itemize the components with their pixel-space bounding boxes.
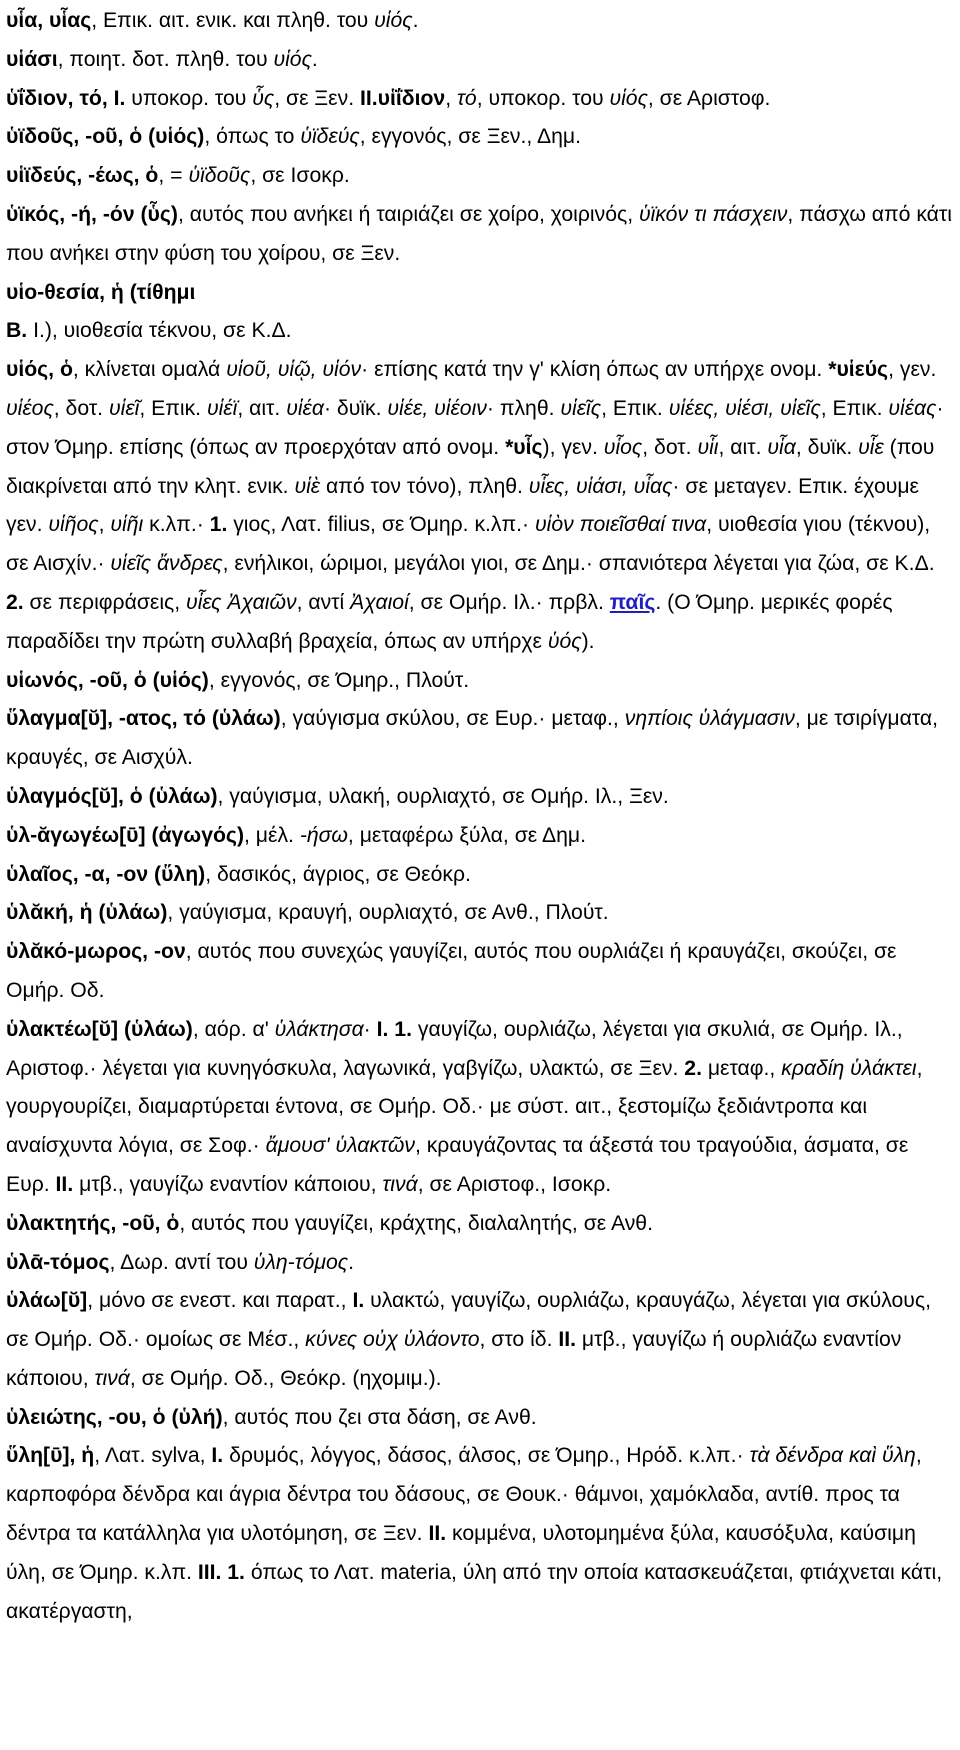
entry-bold-text: II.υἱΐδιον: [359, 86, 446, 110]
dictionary-entry: [6, 1282, 952, 1398]
entry-text: , =: [158, 164, 189, 188]
entry-text: , Επικ.: [139, 396, 207, 420]
entry-text: , σε Αριστοφ., Ισοκρ.: [417, 1172, 612, 1196]
entry-bold-text: I.: [211, 1444, 224, 1468]
dictionary-entry: [6, 1437, 952, 1631]
entry-text: , αιτ.: [718, 435, 768, 459]
entry-text: , με τσιρίγματα, κραυγές, σε Αισχύλ.: [6, 707, 944, 770]
entry-italic-text: νηπίοις ὑλάγμασιν: [624, 707, 795, 731]
entry-bold-text: υἱϊδεύς, -έως, ὁ: [6, 164, 159, 188]
entry-bold-text: 2.: [684, 1056, 702, 1080]
entry-text: , μεταφέρω ξύλα, σε Δημ.: [347, 823, 586, 847]
entry-bold-text: ὑλάω[ῠ]: [6, 1289, 88, 1313]
entry-text: γαυγίζω, ουρλιάζω, λέγεται για σκυλιά, σε Ομήρ. Ιλ., Αριστοφ.· λέγεται για κυνηγόσκυλα, λαγωνικά, γαβγίζω, υλακτώ, σε Ξεν.: [6, 1017, 908, 1080]
entry-italic-text: υἱεῖς ἄνδρες: [110, 552, 223, 576]
entry-text: , δοτ.: [53, 396, 109, 420]
entry-bold-text: ὑλᾰκή, ἡ (ὑλάω): [6, 901, 168, 925]
dictionary-entry: [6, 2, 952, 41]
entry-text: , κραυγάζοντας τα άξεστά του τραγούδια, άσματα, σε Ευρ.: [6, 1134, 915, 1196]
entry-italic-text: υἱέϊ: [206, 396, 238, 420]
entry-text: όπως το Λατ. materia, ύλη από την οποία κατασκευάζεται, φτιάχνεται κάτι, ακατέργαστη,: [6, 1560, 948, 1623]
entry-italic-text: υἷες, υἱάσι, υἷας: [528, 474, 673, 498]
entry-italic-text: ὑός: [547, 629, 582, 653]
entry-bold-text: B.: [6, 319, 28, 343]
entry-text: · επίσης κατά την γ' κλίση όπως αν υπήρχε ονομ.: [361, 358, 829, 382]
entry-text: , σε Ξεν.: [274, 86, 360, 110]
entry-text: , υποκορ. του: [476, 86, 610, 110]
entry-bold-text: ὑλᾰκό-μωρος, -ον: [6, 940, 186, 964]
entry-italic-text: ὑϊδεύς: [300, 125, 360, 149]
entry-bold-text: ὑλαῖος, -α, -ον (ὕλη): [6, 862, 206, 886]
entry-text: , σε Αριστοφ.: [647, 86, 771, 110]
entry-text: , καρποφόρα δένδρα και άγρια δέντρα του δάσους, σε Θουκ.· θάμνοι, χαμόκλαδα, αντίθ. προς τα δέντρα τα κατάλληλα για υλοτόμηση, σε Ξεν.: [6, 1444, 928, 1546]
dictionary-entry: [6, 80, 952, 119]
entry-text: μτβ., γαυγίζω ή ουρλιάζω εναντίον κάποιου,: [6, 1328, 908, 1390]
entry-bold-text: *υἷς: [505, 435, 543, 459]
dictionary-entry: [6, 778, 952, 817]
entry-italic-text: υἱοῦ, υἱῷ, υἱόν: [226, 358, 362, 382]
entry-bold-text: I.: [352, 1289, 365, 1313]
entry-text: σε περιφράσεις,: [23, 590, 187, 614]
entry-italic-text: υἷα: [767, 435, 796, 459]
entry-italic-text: υἱέας: [888, 396, 937, 420]
entry-text: · στον Όμηρ. επίσης (όπως αν προερχόταν από ονομ.: [6, 396, 950, 459]
entry-italic-text: υἱέος: [6, 396, 54, 420]
entry-text: , ενήλικοι, ώριμοι, μεγάλοι γιοι, σε Δημ.· σπανιότερα λέγεται για ζώα, σε Κ.Δ.: [222, 552, 941, 576]
entry-bold-text: III. 1.: [197, 1560, 245, 1584]
dictionary-entry: [6, 312, 952, 351]
entry-bold-text: ὕλη[ῡ], ἡ: [6, 1444, 95, 1468]
dictionary-entry: [6, 157, 952, 196]
entry-bold-text: ὑλαγμός[ῠ], ὁ (ὑλάω): [6, 784, 218, 808]
entry-italic-text: υἷε: [858, 435, 884, 459]
entry-text: I.), υιοθεσία τέκνου, σε Κ.Δ.: [27, 319, 292, 343]
entry-bold-text: υἱωνός, -οῦ, ὁ (υἱός): [6, 668, 209, 692]
entry-text: , δασικός, άγριος, σε Θεόκρ.: [205, 862, 471, 886]
entry-italic-text: ὑϊκόν τι πάσχειν: [638, 202, 788, 226]
entry-text: , αιτ.: [237, 396, 287, 420]
entry-bold-text: II.: [558, 1328, 577, 1352]
entry-text: , Δωρ. αντί του: [109, 1250, 254, 1274]
entry-text: υποκορ. του: [125, 86, 253, 110]
entry-italic-text: υἱεῖς: [560, 396, 602, 420]
entry-text: , πάσχω από κάτι που ανήκει στην φύση του χοίρου, σε Ξεν.: [6, 202, 958, 265]
entry-text: , δυϊκ.: [795, 435, 859, 459]
entry-text: , υιοθεσία γιου (τέκνου), σε Αισχίν.·: [6, 513, 937, 576]
entry-text: ·: [363, 1017, 377, 1041]
dictionary-entry: [6, 351, 952, 661]
entry-italic-text: τινά: [94, 1366, 130, 1390]
entry-italic-text: υἱός: [374, 9, 413, 32]
entry-text: , αόρ. α': [192, 1017, 275, 1041]
entry-bold-text: υἱός, ὁ: [6, 358, 73, 382]
entry-bold-text: II.: [428, 1522, 447, 1546]
entry-bold-text: 2.: [6, 590, 24, 614]
dictionary-entry: [6, 196, 958, 274]
entry-text: , μόνο σε ενεστ. και παρατ.,: [87, 1289, 353, 1313]
entry-italic-text: τό: [457, 86, 477, 110]
entry-italic-text: υἱεῖ: [108, 396, 140, 420]
entry-bold-text: ὑΐδιον, τό, I.: [6, 86, 126, 110]
dictionary-entry: [6, 118, 952, 157]
dictionary-entry: [6, 856, 952, 895]
entry-italic-text: ὑλάκτησα: [274, 1017, 364, 1041]
entry-text: , αυτός που ζει στα δάση, σε Ανθ.: [222, 1405, 537, 1429]
entry-text: , Λατ. sylva,: [94, 1444, 212, 1468]
entry-italic-text: κύνες οὐχ ὑλάοντο: [305, 1328, 480, 1352]
entry-italic-text: υἷι: [697, 435, 719, 459]
entry-text: ,: [98, 513, 111, 537]
entry-bold-text: ὑλειώτης, -ου, ὁ (ὑλή): [6, 1405, 223, 1429]
entry-text: .: [311, 47, 318, 71]
entry-text: γιος, Λατ. filius, σε Όμηρ. κ.λπ.·: [227, 513, 535, 537]
entry-italic-text: ὑλη-τόμος: [253, 1250, 349, 1274]
entry-text: μτβ., γαυγίζω εναντίον κάποιου,: [73, 1172, 383, 1196]
entry-text: , εγγονός, σε Όμηρ., Πλούτ.: [208, 668, 470, 692]
entry-bold-text: υἷα, υἷας: [6, 9, 92, 32]
entry-text: .: [412, 9, 419, 32]
entry-italic-text: υἱῆος: [48, 513, 99, 537]
entry-text: , γαύγισμα, κραυγή, ουρλιαχτό, σε Ανθ., Πλούτ.: [167, 901, 609, 925]
entry-bold-text: ὑϊκός, -ή, -όν (ὗς): [6, 202, 178, 226]
entry-list: [6, 2, 958, 1631]
entry-text: , αυτός που γαυγίζει, κράχτης, διαλαλητής, σε Ανθ.: [179, 1211, 653, 1235]
entry-italic-text: ὗς: [252, 86, 275, 110]
entry-text: , κλίνεται ομαλά: [72, 358, 227, 382]
entry-text: ).: [581, 629, 595, 653]
entry-text: μεταφ.,: [701, 1056, 782, 1080]
entry-text: · δυϊκ.: [323, 396, 388, 420]
dictionary-entry: [6, 41, 952, 80]
entry-bold-text: I. 1.: [376, 1017, 412, 1041]
entry-bold-text: ὑλακτέω[ῠ] (ὑλάω): [6, 1017, 193, 1041]
entry-bold-text: ὑλακτητής, -οῦ, ὁ: [6, 1211, 180, 1235]
dictionary-entry: [6, 274, 952, 313]
entry-text: , ποιητ. δοτ. πληθ. του: [57, 47, 274, 71]
entry-italic-text: υἱὲ: [294, 474, 321, 498]
entry-bold-text: ὑϊδοῦς, -οῦ, ὁ (υἱός): [6, 125, 205, 149]
entry-italic-text: τινά: [382, 1172, 418, 1196]
entry-text: , σε Ισοκρ.: [250, 164, 350, 188]
entry-bold-text: *υἱεύς: [828, 358, 889, 382]
entry-italic-text: κραδίη ὑλάκτει: [781, 1056, 917, 1080]
entry-text: , μέλ.: [244, 823, 300, 847]
entry-bold-text: ὑλᾱ-τόμος: [6, 1250, 110, 1274]
dictionary-entry: [6, 933, 952, 1011]
dictionary-entry: [6, 1399, 952, 1438]
entry-italic-text: τὰ δένδρα καὶ ὕλη: [749, 1444, 916, 1468]
entry-italic-text: υἱέα: [286, 396, 324, 420]
dictionary-entry: [6, 817, 952, 856]
entry-italic-text: υἱός: [609, 86, 648, 110]
entry-bold-text: ὕλαγμα[ῠ], -ατος, τό (ὑλάω): [6, 707, 281, 731]
entry-text: υλακτώ, γαυγίζω, ουρλιάζω, κραυγάζω, λέγεται για σκύλους, σε Ομήρ. Οδ.· ομοίως σε Μέσ.,: [6, 1289, 937, 1352]
entry-bold-text: 1.: [209, 513, 228, 537]
entry-text: , σε Ομήρ. Ιλ.· πρβλ.: [408, 590, 610, 614]
entry-text: , Επικ.: [601, 396, 669, 420]
entry-italic-text: υἱέες, υἱέσι, υἱεῖς: [668, 396, 821, 420]
entry-text: , Επικ.: [820, 396, 889, 420]
dictionary-entry: [6, 1011, 952, 1205]
entry-italic-text: ἄμουσ' ὑλακτῶν: [265, 1134, 415, 1158]
entry-text: , γεν.: [888, 358, 943, 382]
entry-italic-text: υἷες Ἀχαιῶν: [186, 590, 297, 614]
entry-italic-text: ὑϊδοῦς: [188, 164, 251, 188]
entry-text: (που διακρίνεται από την κλητ. ενικ.: [6, 435, 941, 498]
entry-text: , στο ίδ.: [479, 1328, 559, 1352]
dictionary-entry: [6, 894, 952, 933]
entry-text: δρυμός, λόγγος, δάσος, άλσος, σε Όμηρ., Ηρόδ. κ.λπ.·: [223, 1444, 750, 1468]
entry-text: , αντί: [296, 590, 351, 614]
entry-bold-text: υἱο-θεσία, ἡ (τίθημι: [6, 280, 196, 304]
entry-text: , όπως το: [204, 125, 301, 149]
dictionary-entry: [6, 1205, 952, 1244]
entry-text: κομμένα, υλοτομημένα ξύλα, καυσόξυλα, καύσιμη ύλη, σε Όμηρ. κ.λπ.: [6, 1522, 922, 1584]
dictionary-entry: [6, 662, 952, 701]
entry-italic-text: υἱέε, υἱέοιν: [387, 396, 487, 420]
dictionary-entry: [6, 700, 952, 778]
entry-text: , δοτ.: [642, 435, 698, 459]
entry-text: ), γεν.: [542, 435, 604, 459]
entry-text: .: [348, 1250, 354, 1274]
entry-text: κ.λπ.·: [143, 513, 210, 537]
cross-reference-link[interactable]: παῖς: [609, 590, 656, 614]
entry-text: · σε μεταγεν. Επικ. έχουμε γεν.: [6, 474, 925, 537]
entry-italic-text: υἱός: [273, 47, 312, 71]
entry-bold-text: υἱάσι: [6, 47, 58, 71]
entry-text: , γουργουρίζει, διαμαρτύρεται έντονα, σε Ομήρ. Οδ.· με σύστ. αιτ., ξεστομίζω ξεδιάντροπα και αναίσχυντα λόγια, σε Σοφ.·: [6, 1056, 929, 1158]
entry-text: , εγγονός, σε Ξεν., Δημ.: [359, 125, 582, 149]
entry-text: , αυτός που συνεχώς γαυγίζει, αυτός που ουρλιάζει ή κραυγάζει, σκούζει, σε Ομήρ. Οδ.: [6, 940, 903, 1002]
dictionary-entry: [6, 1244, 952, 1283]
entry-text: · πληθ.: [486, 396, 561, 420]
entry-bold-text: II.: [55, 1172, 74, 1196]
entry-bold-text: ὑλ-ᾰγωγέω[ῡ] (ἀγωγός): [6, 823, 245, 847]
entry-italic-text: υἱῆι: [110, 513, 144, 537]
entry-text: από τον τόνο), πληθ.: [320, 474, 529, 498]
entry-text: , αυτός που ανήκει ή ταιριάζει σε χοίρο, χοιρινός,: [177, 202, 639, 226]
entry-italic-text: υἱὸν ποιεῖσθαί τινα: [534, 513, 707, 537]
entry-text: , γαύγισμα, υλακή, ουρλιαχτό, σε Ομήρ. Ιλ., Ξεν.: [217, 784, 669, 808]
entry-text: . (Ο Όμηρ. μερικές φορές παραδίδει την πρώτη συλλαβή βραχεία, όπως αν υπήρχε: [6, 590, 899, 653]
entry-text: , Επικ. αιτ. ενικ. και πληθ. του: [91, 9, 375, 32]
entry-italic-text: Ἀχαιοί: [350, 590, 409, 614]
entry-text: ,: [445, 86, 457, 110]
entry-text: , σε Ομήρ. Οδ., Θεόκρ. (ηχομιμ.).: [129, 1366, 442, 1390]
entry-italic-text: υἷος: [603, 435, 643, 459]
entry-text: , γαύγισμα σκύλου, σε Ευρ.· μεταφ.,: [280, 707, 625, 731]
entry-italic-text: -ήσω: [299, 823, 348, 847]
